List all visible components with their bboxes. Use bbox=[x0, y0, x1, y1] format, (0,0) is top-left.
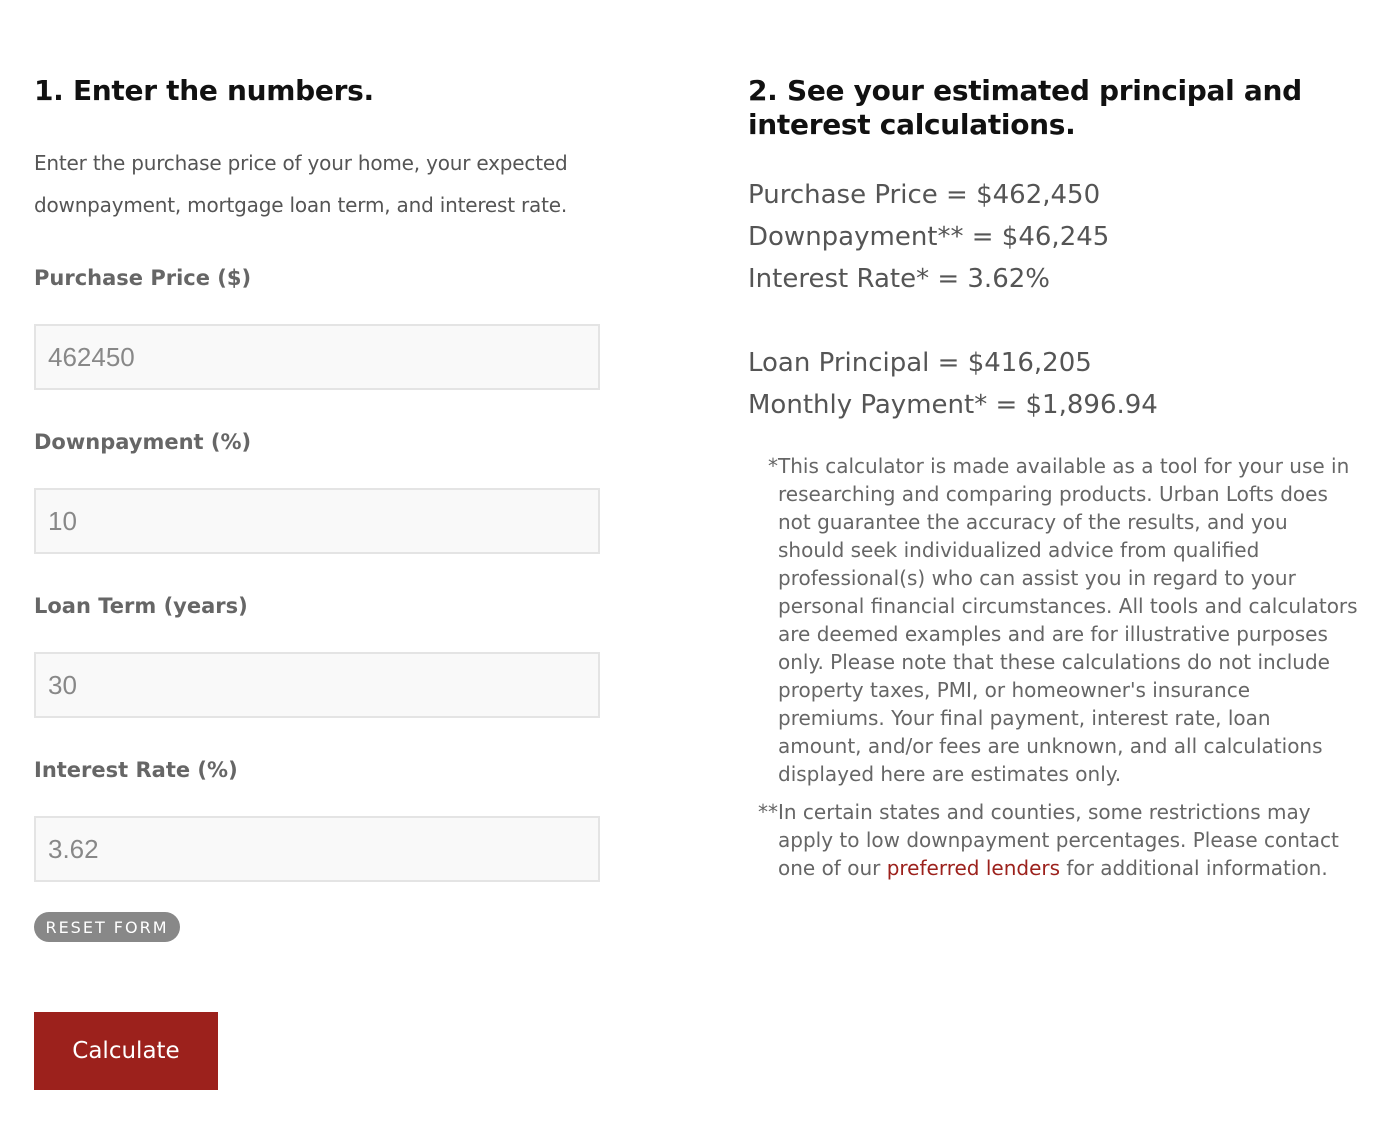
results-list bbox=[748, 174, 1158, 426]
downpayment-input[interactable] bbox=[34, 488, 600, 554]
downpayment-disclaimer-tail: for additional information. bbox=[1060, 856, 1328, 880]
disclaimer-double-asterisk: ** bbox=[758, 800, 778, 824]
interest-rate-input[interactable] bbox=[34, 816, 600, 882]
loan-term-label: Loan Term (years) bbox=[34, 594, 248, 618]
downpayment-result: Downpayment** = $46,245 bbox=[748, 222, 1110, 252]
calculate-button[interactable]: Calculate bbox=[34, 1012, 218, 1090]
downpayment-label: Downpayment (%) bbox=[34, 430, 252, 454]
purchase-price-label: Purchase Price ($) bbox=[34, 266, 252, 290]
preferred-lenders-link[interactable]: preferred lenders bbox=[886, 856, 1061, 880]
reset-form-button[interactable]: RESET FORM bbox=[34, 912, 180, 942]
disclaimer-asterisk: * bbox=[768, 454, 778, 478]
downpayment-disclaimer bbox=[748, 798, 1358, 882]
result-spacer bbox=[748, 300, 1158, 342]
purchase-price-result: Purchase Price = $462,450 bbox=[748, 180, 1101, 210]
intro-text: Enter the purchase price of your home, your expected downpayment, mortgage loan term, and interest rate. bbox=[34, 151, 568, 217]
downpayment-disclaimer-text: In certain states and counties, some restrictions may apply to low downpayment percentages. Please contact one of our bbox=[778, 800, 1339, 880]
loan-term-input[interactable] bbox=[34, 652, 600, 718]
disclaimer-text: This calculator is made available as a tool for your use in researching and comparing products. Urban Lofts does not guarantee the accuracy of the results, and you should seek individualized advice from qualified professional(s) who can assist you in regard to your personal financial circumstances. All tools and calculators are deemed examples and are for illustrative purposes only. Please note that these calculations do not include property taxes, PMI, or homeowner's insurance premiums. Your final payment, interest rate, loan amount, and/or fees are unknown, and all calculations displayed here are estimates only. bbox=[778, 454, 1358, 786]
enter-numbers-heading: 1. Enter the numbers. bbox=[34, 74, 374, 107]
disclaimers bbox=[748, 452, 1358, 882]
monthly-payment-result: Monthly Payment* = $1,896.94 bbox=[748, 390, 1158, 420]
interest-rate-result: Interest Rate* = 3.62% bbox=[748, 264, 1050, 294]
loan-principal-result: Loan Principal = $416,205 bbox=[748, 348, 1092, 378]
calculator-disclaimer bbox=[748, 452, 1358, 788]
purchase-price-input[interactable] bbox=[34, 324, 600, 390]
results-heading: 2. See your estimated principal and interest calculations. bbox=[748, 74, 1302, 141]
interest-rate-label: Interest Rate (%) bbox=[34, 758, 238, 782]
